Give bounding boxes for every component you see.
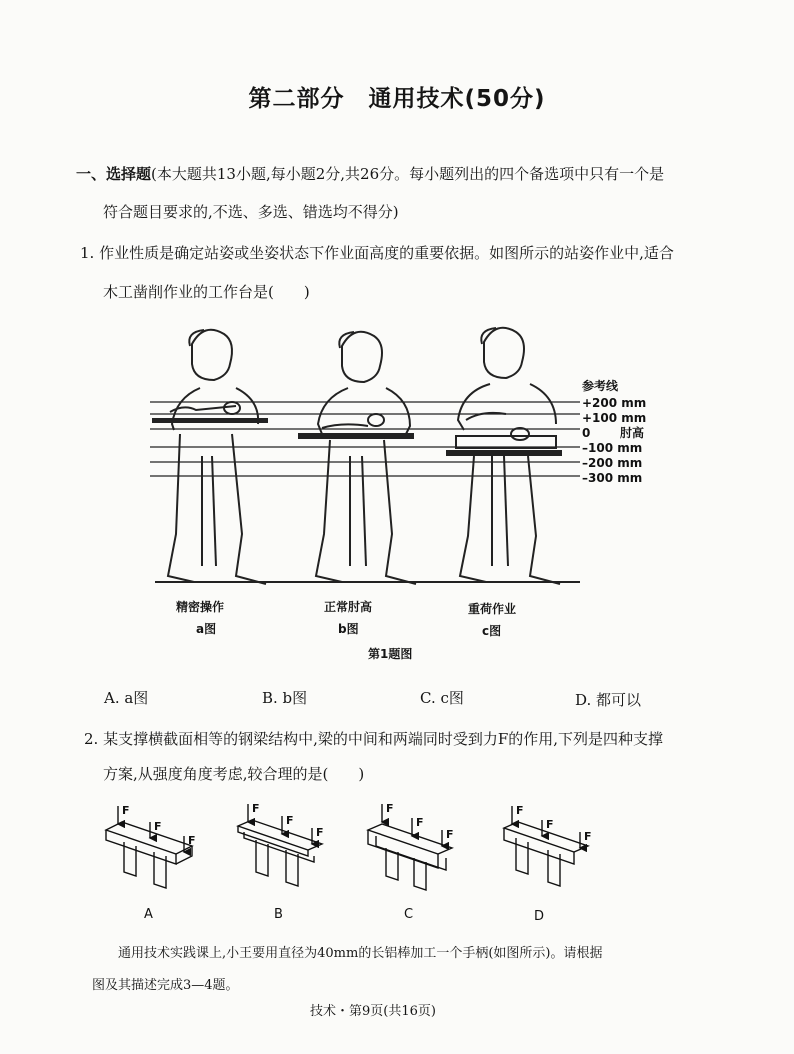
workbench-c xyxy=(446,450,562,456)
q2-option-a: A xyxy=(144,907,153,922)
ref-line-label: +200 mm xyxy=(582,396,647,410)
force-label: F xyxy=(252,802,260,815)
figure-caption: 第1题图 xyxy=(368,647,413,661)
force-label: F xyxy=(316,826,324,839)
workbench-a xyxy=(152,418,268,423)
page-footer: 技术・第9页(共16页) xyxy=(310,1004,436,1019)
fig-b-sub: b图 xyxy=(338,622,359,636)
fig-c-sub: c图 xyxy=(482,624,502,638)
beam-scheme-c xyxy=(368,804,452,890)
force-label: F xyxy=(386,802,394,815)
elbow-label: 肘高 xyxy=(620,426,645,440)
beam-scheme-b xyxy=(238,804,322,886)
fig-a-name: 精密操作 xyxy=(176,600,225,614)
worker-a-figure xyxy=(168,330,266,584)
force-label: F xyxy=(416,816,424,829)
force-label: F xyxy=(188,834,196,847)
q1-text-line1: 1. 作业性质是确定站姿或坐姿状态下作业面高度的重要依据。如图所示的站姿作业中,适合 xyxy=(80,244,674,262)
fig-b-name: 正常肘高 xyxy=(324,600,373,614)
q2-text-line1: 2. 某支撑横截面相等的钢梁结构中,梁的中间和两端同时受到力F的作用,下列是四种支撑 xyxy=(84,730,664,748)
ref-line-label: 0 xyxy=(582,426,591,440)
q1-option-c: C. c图 xyxy=(420,689,464,707)
fig-c-name: 重荷作业 xyxy=(468,602,517,616)
q1-option-a: A. a图 xyxy=(104,689,149,707)
force-label: F xyxy=(154,820,162,833)
page-title: 第二部分 通用技术(50分) xyxy=(248,86,546,112)
worker-b-figure xyxy=(316,332,416,584)
q1-option-d: D. 都可以 xyxy=(575,691,642,709)
q1-text-line2: 木工凿削作业的工作台是( ) xyxy=(103,283,310,301)
workbench-b xyxy=(298,433,414,439)
ref-line-label: –100 mm xyxy=(582,441,643,455)
ref-line-label: –300 mm xyxy=(582,471,643,485)
q3-text-line1: 通用技术实践课上,小王要用直径为40mm的长铝棒加工一个手柄(如图所示)。请根据 xyxy=(118,946,603,961)
q2-option-b: B xyxy=(274,907,283,922)
fig-a-sub: a图 xyxy=(196,622,217,636)
force-label: F xyxy=(584,830,592,843)
force-label: F xyxy=(122,804,130,817)
section-instruction xyxy=(76,164,664,184)
q3-text-line2: 图及其描述完成3—4题。 xyxy=(92,978,239,993)
force-label: F xyxy=(516,804,524,817)
section-text-1: (本大题共13小题,每小题2分,共26分。每小题列出的四个备选项中只有一个是 xyxy=(151,165,665,183)
ref-line-label: +100 mm xyxy=(582,411,647,425)
q2-figure xyxy=(96,800,616,930)
q2-option-d: D xyxy=(534,909,545,924)
force-label: F xyxy=(446,828,454,841)
force-label: F xyxy=(286,814,294,827)
q1-figure xyxy=(140,316,680,616)
q2-text-line2: 方案,从强度角度考虑,较合理的是( ) xyxy=(103,765,365,783)
ref-line-label: –200 mm xyxy=(582,456,643,470)
section-text-2: 符合题目要求的,不选、多选、错选均不得分) xyxy=(103,203,399,221)
force-label: F xyxy=(546,818,554,831)
beam-scheme-a xyxy=(106,806,192,888)
ref-title: 参考线 xyxy=(582,379,619,393)
section-heading: 一、选择题 xyxy=(76,165,152,183)
q2-option-c: C xyxy=(404,907,414,922)
q1-option-b: B. b图 xyxy=(262,689,308,707)
